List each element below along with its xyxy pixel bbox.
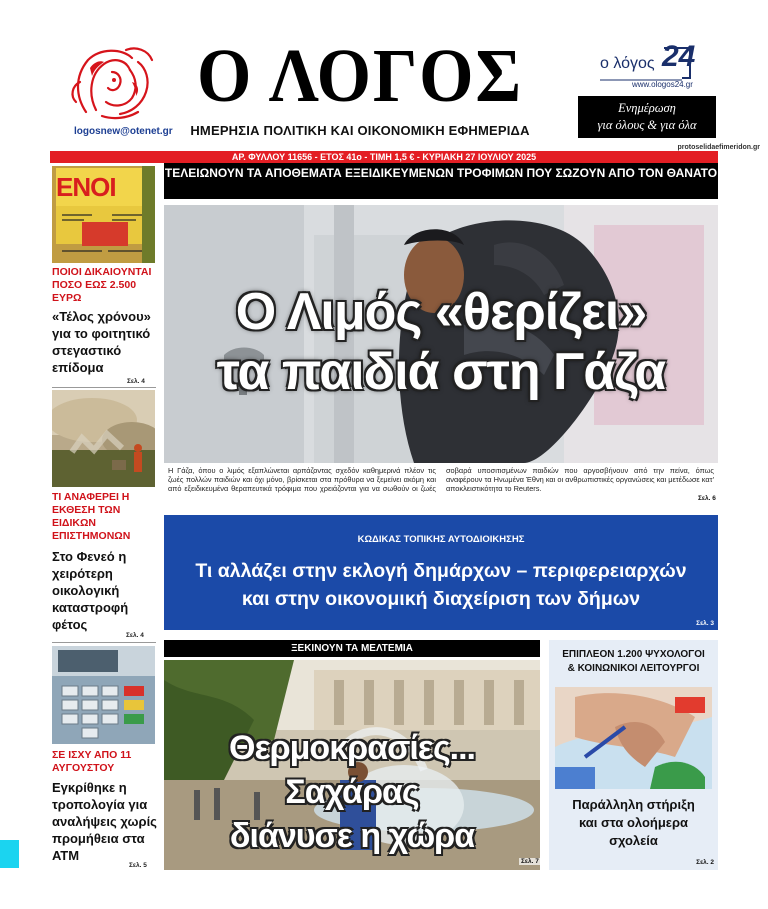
promo-tagline-line2: για όλους & για όλα bbox=[597, 118, 697, 132]
wildfire-photo bbox=[52, 390, 155, 487]
issue-info-bar: ΑΡ. ΦΥΛΛΟΥ 11656 - ΕΤΟΣ 41ο - ΤΙΜΗ 1,5 € - ΚΥΡΙΑΚΗ 27 ΙΟΥΛΙΟΥ 2025 bbox=[50, 151, 718, 163]
psychologists-headline-line3: σχολεία bbox=[609, 833, 658, 848]
atm-keypad-photo bbox=[52, 646, 155, 744]
psychologists-headline bbox=[549, 796, 718, 850]
lead-body-text: Η Γάζα, όπου ο λιμός εξαπλώνεται αρπάζοντας σχεδόν καθημερινά πλέον τις ζωές πολλών παιδιών και όχι μόνο, βρίσκεται στα πρόθυρα να ξεμείνει ακόμη και από εξειδικευμένα θεραπευτικά τρόφιμα που χρειάζονται για να σωθούν οι ζωές σοβαρά υποσιτισμένων παιδιών που αργοσβήνουν από την πείνα, όπως αναφέρουν τα Ηνωμένα Έθνη και οι ανθρωπιστικές οργανώσεις και μετέδωσε κατ' αποκλειστικότητα το Reuters. bbox=[168, 466, 714, 494]
photo-sign-text: ΕΝΟΙ bbox=[56, 172, 116, 202]
heat-headline[interactable] bbox=[164, 726, 540, 858]
divider bbox=[52, 387, 156, 388]
newspaper-emblem-logo bbox=[66, 42, 158, 122]
psychologists-page-ref: Σελ. 2 bbox=[696, 859, 714, 866]
heat-story-banner: ΞΕΚΙΝΟΥΝ ΤΑ ΜΕΛΤΕΜΙΑ bbox=[164, 640, 540, 657]
lead-headline-line2: τα παιδιά στη Γάζα bbox=[216, 343, 666, 401]
newspaper-subtitle: ΗΜΕΡΗΣΙΑ ΠΟΛΙΤΙΚΗ ΚΑΙ ΟΙΚΟΝΟΜΙΚΗ ΕΦΗΜΕΡΙΔΑ bbox=[190, 123, 530, 138]
student-housing-photo bbox=[52, 166, 155, 263]
story-3-kicker: ΣΕ ΙΣΧΥ ΑΠΟ 11 ΑΥΓΟΥΣΤΟΥ bbox=[52, 749, 132, 774]
divider bbox=[52, 642, 156, 643]
story-1-kicker: ΠΟΙΟΙ ΔΙΚΑΙΟΥΝΤΑΙ ΠΟΣΟ ΕΩΣ 2.500 ΕΥΡΩ bbox=[52, 266, 152, 304]
story-3-headline[interactable]: Εγκρίθηκε η τροπολογία για αναλήψεις χωρίς προμήθεια στα ΑΤΜ bbox=[52, 780, 157, 863]
story-1-page-ref: Σελ. 4 bbox=[127, 378, 145, 385]
promo-tagline-box bbox=[578, 96, 716, 138]
site-credit: protoselidaefimeridon.gr bbox=[677, 144, 760, 151]
local-government-headline bbox=[164, 557, 718, 613]
child-drawing-photo bbox=[555, 687, 712, 789]
story-2-kicker: ΤΙ ΑΝΑΦΕΡΕΙ Η ΕΚΘΕΣΗ ΤΩΝ ΕΙΔΙΚΩΝ ΕΠΙΣΤΗΜΟΝΩΝ bbox=[52, 491, 131, 542]
lead-headline[interactable] bbox=[164, 282, 718, 402]
lead-headline-line1: Ο Λιμός «θερίζει» bbox=[235, 283, 647, 341]
local-government-kicker: ΚΩΔΙΚΑΣ ΤΟΠΙΚΗΣ ΑΥΤΟΔΙΟΙΚΗΣΗΣ bbox=[357, 534, 525, 545]
psychologists-headline-line2: και στα ολοήμερα bbox=[578, 815, 689, 830]
newspaper-title: Ο ΛΟΓΟΣ bbox=[197, 34, 523, 118]
psychologists-headline-line1: Παράλληλη στήριξη bbox=[572, 797, 695, 812]
psychologists-kicker bbox=[549, 648, 718, 676]
story-2-headline[interactable]: Στο Φενεό η χειρότερη οικολογική καταστροφή φέτος bbox=[52, 549, 129, 632]
heat-headline-line2: διάνυσε η χώρα bbox=[229, 817, 475, 855]
local-government-headline-line2: και στην οικονομική διαχείριση των δήμων bbox=[241, 588, 641, 610]
local-government-page-ref: Σελ. 3 bbox=[696, 620, 714, 627]
page-edge-tab bbox=[0, 840, 19, 868]
story-2-page-ref: Σελ. 4 bbox=[126, 632, 144, 639]
local-government-box[interactable] bbox=[164, 515, 718, 630]
lead-page-ref: Σελ. 6 bbox=[698, 495, 716, 502]
ologos24-brand-text: ο λόγος bbox=[600, 55, 655, 72]
lead-story-banner: ΤΕΛΕΙΩΝΟΥΝ ΤΑ ΑΠΟΘΕΜΑΤΑ ΕΞΕΙΔΙΚΕΥΜΕΝΩΝ ΤΡΟΦΙΜΩΝ ΠΟΥ ΣΩΖΟΥΝ ΑΠΟ ΤΟΝ ΘΑΝΑΤΟ bbox=[164, 163, 718, 199]
ologos24-url[interactable]: www.ologos24.gr bbox=[632, 80, 693, 89]
story-3-page-ref: Σελ. 5 bbox=[129, 862, 147, 869]
local-government-headline-line1: Τι αλλάζει στην εκλογή δημάρχων – περιφερειαρχών bbox=[195, 560, 687, 582]
heat-page-ref: Σελ. 7 bbox=[521, 858, 539, 865]
psychologists-box[interactable] bbox=[549, 640, 718, 870]
contact-email[interactable]: logosnew@otenet.gr bbox=[74, 126, 173, 137]
ologos24-brand-number: 24 bbox=[662, 40, 696, 73]
psychologists-kicker-line2: & ΚΟΙΝΩΝΙΚΟΙ ΛΕΙΤΟΥΡΓΟΙ bbox=[567, 663, 700, 674]
heat-headline-line1: Θερμοκρασίες... Σαχάρας bbox=[229, 729, 475, 811]
story-1-headline[interactable]: «Τέλος χρόνου» για το φοιτητικό στεγαστικό επίδομα bbox=[52, 309, 151, 375]
psychologists-kicker-line1: ΕΠΙΠΛΕΟΝ 1.200 ΨΥΧΟΛΟΓΟΙ bbox=[562, 649, 705, 660]
promo-tagline-line1: Ενημέρωση bbox=[618, 101, 676, 115]
